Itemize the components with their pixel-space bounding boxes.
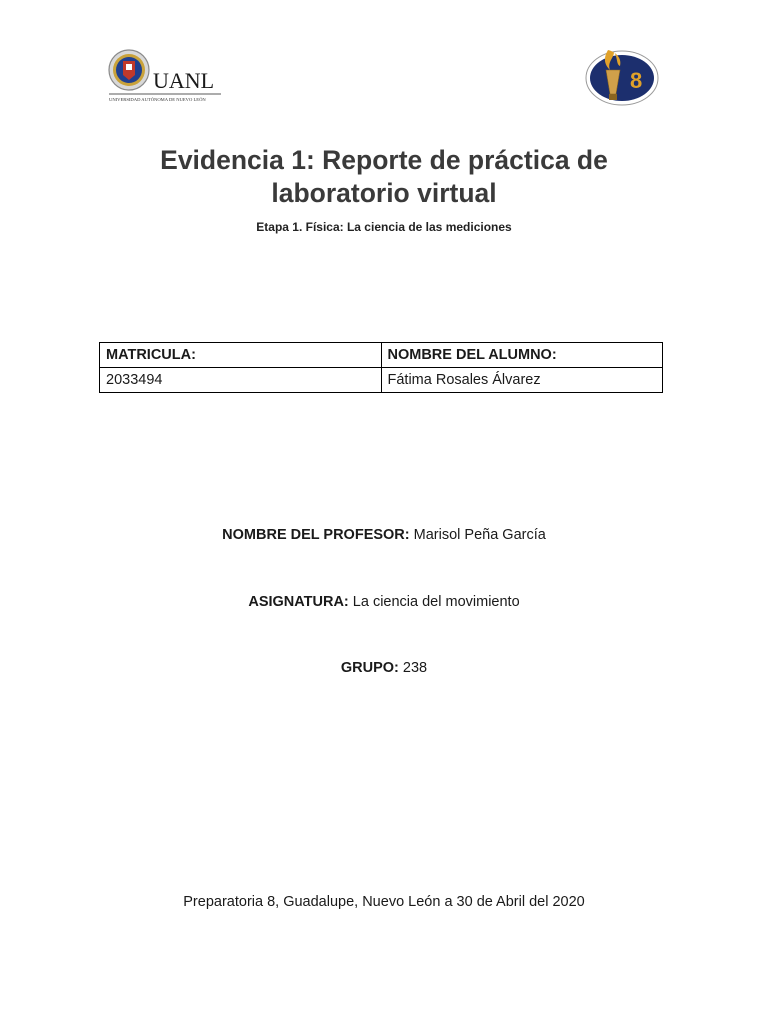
uanl-wordmark: UANL — [153, 68, 215, 93]
seal-numeral: 8 — [630, 68, 643, 93]
student-info-table — [99, 342, 663, 393]
subject-line — [0, 594, 768, 610]
uanl-logo — [107, 46, 225, 106]
professor-value: Marisol Peña García — [413, 527, 546, 543]
matricula-header: MATRICULA: — [100, 343, 382, 368]
document-title-text: Evidencia 1: Reporte de práctica de laboratorio virtual — [160, 145, 608, 208]
place-date: Preparatoria 8, Guadalupe, Nuevo León a 30 de Abril del 2020 — [183, 894, 585, 910]
prepa8-logo — [580, 44, 662, 108]
group-line — [0, 660, 768, 676]
group-label: GRUPO: — [340, 660, 399, 676]
table-header-row — [100, 343, 663, 368]
matricula-value: 2033494 — [100, 368, 382, 393]
subject-value: La ciencia del movimiento — [352, 594, 520, 610]
document-subtitle: Etapa 1. Física: La ciencia de las mediciones — [256, 220, 512, 234]
professor-line — [0, 527, 768, 543]
subject-label: ASIGNATURA: — [248, 594, 349, 610]
group-value: 238 — [402, 660, 428, 676]
uanl-tagline: UNIVERSIDAD AUTÓNOMA DE NUEVO LEÓN — [109, 97, 206, 102]
table-row — [100, 368, 663, 393]
university-crest-icon — [107, 46, 225, 106]
document-title — [0, 144, 768, 210]
professor-label: NOMBRE DEL PROFESOR: — [222, 527, 410, 543]
student-name-header: NOMBRE DEL ALUMNO: — [381, 343, 663, 368]
torch-seal-icon — [580, 44, 662, 108]
student-name-value: Fátima Rosales Álvarez — [381, 368, 663, 393]
